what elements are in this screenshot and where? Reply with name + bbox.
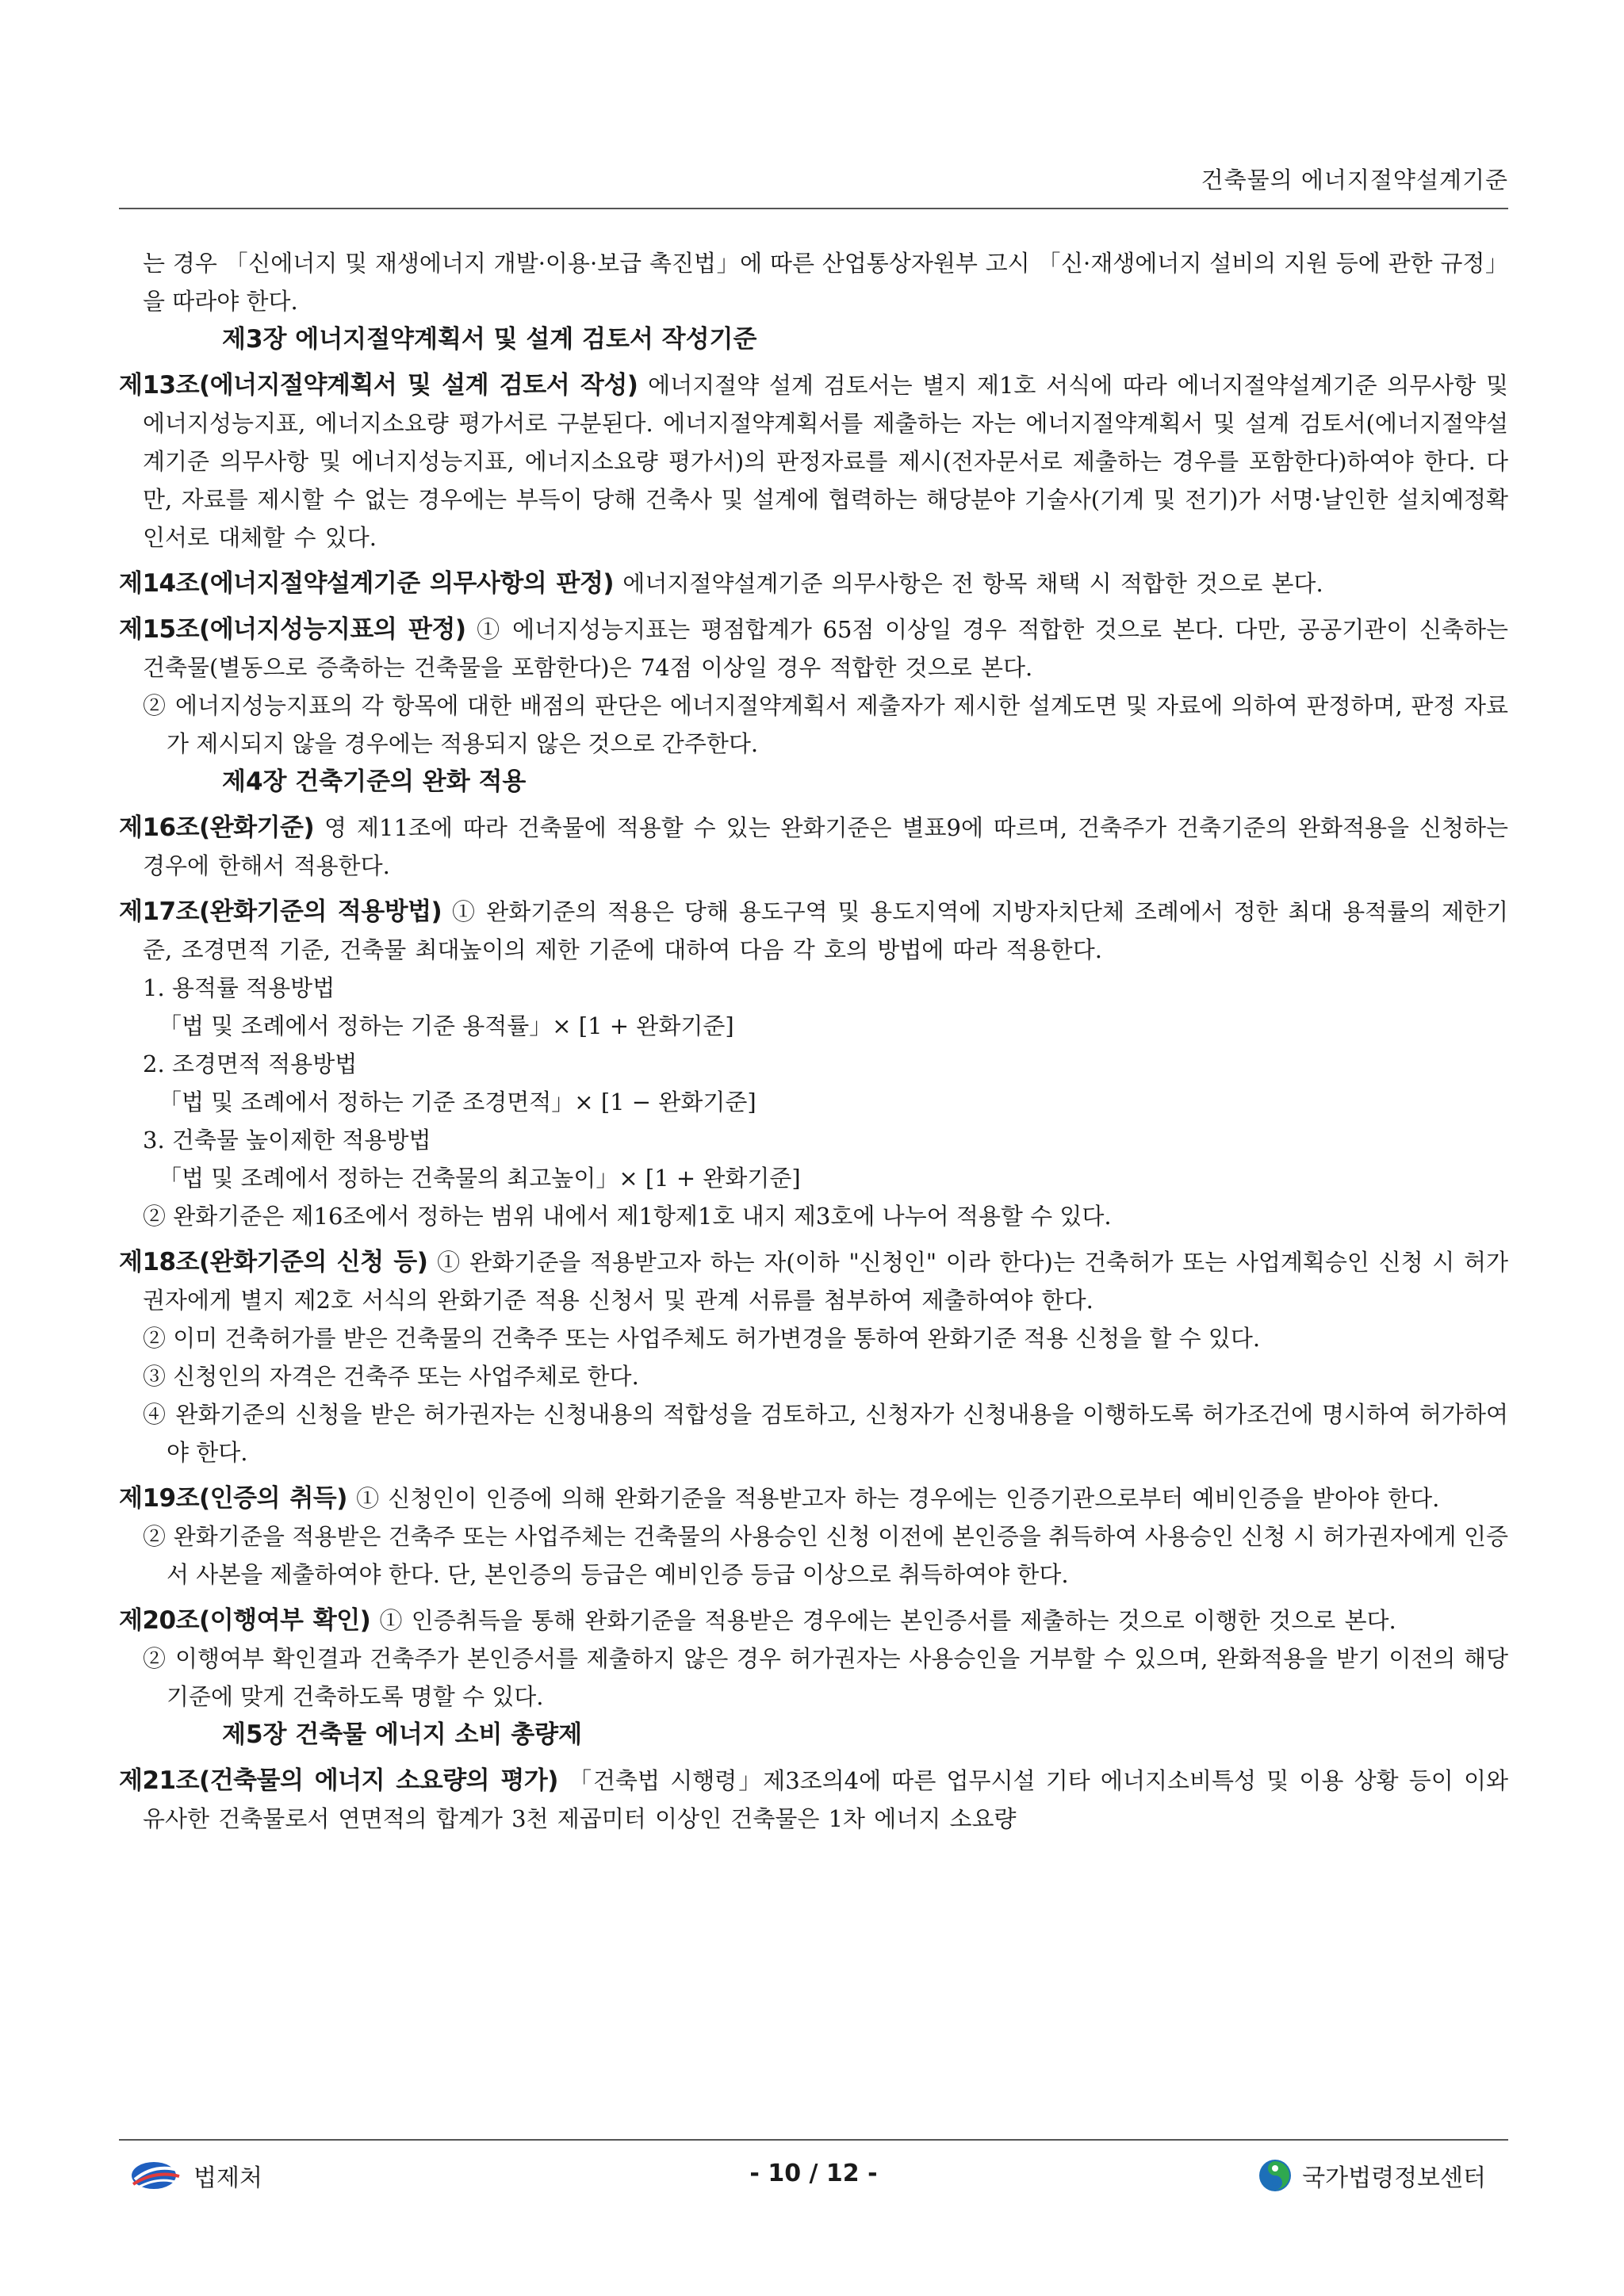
- article-13-text: 에너지절약 설계 검토서는 별지 제1호 서식에 따라 에너지절약설계기준 의무사항 및 에너지성능지표, 에너지소요량 평가서로 구분된다. 에너지절약계획서를 제출하는 자는 에너지절약계획서 및 설계 검토서(에너지절약설계기준 의무사항 및 에너지성능지표, 에너지소요량 평가서)의 판정자료를 제시(전자문서로 제출하는 경우를 포함한다)하여야 한다. 다만, 자료를 제시할 수 없는 경우에는 부득이 당해 건축사 및 설계에 협력하는 해당분야 기술사(기계 및 전기)가 서명·날인한 설치예정확인서로 대체할 수 있다.: [143, 372, 1508, 551]
- article-13: [119, 366, 1508, 557]
- article-20-title: 제20조(이행여부 확인): [119, 1606, 371, 1635]
- law-center-label: 국가법령정보센터: [1302, 2164, 1486, 2192]
- page-header-title: 건축물의 에너지절약설계기준: [1201, 166, 1508, 193]
- article-17-paragraph-2: ② 완화기준은 제16조에서 정하는 범위 내에서 제1항제1호 내지 제3호에 나누어 적용할 수 있다.: [143, 1203, 1112, 1230]
- article-20: [119, 1601, 1508, 1716]
- article-14: [119, 564, 1508, 603]
- article-17-text: ① 완화기준의 적용은 당해 용도구역 및 용도지역에 지방자치단체 조례에서 정한 최대 용적률의 제한기준, 조경면적 기준, 건축물 최대높이의 제한 기준에 대하여 다음 각 호의 방법에 따라 적용한다.: [143, 898, 1508, 963]
- document-body: [119, 244, 1508, 1838]
- article-20-paragraph-2: ② 이행여부 확인결과 건축주가 본인증서를 제출하지 않은 경우 허가권자는 사용승인을 거부할 수 있으며, 완화적용을 받기 이전의 해당 기준에 맞게 건축하도록 명할 수 있다.: [143, 1645, 1508, 1710]
- chapter-4-title: 제4장 건축기준의 완화 적용: [222, 767, 527, 796]
- chapter-3-title: 제3장 에너지절약계획서 및 설계 검토서 작성기준: [222, 325, 757, 354]
- article-16: [119, 809, 1508, 885]
- page-footer: [119, 2155, 1508, 2202]
- article-17-formula-3: 「법 및 조례에서 정하는 건축물의 최고높이」× [1 + 완화기준]: [159, 1165, 801, 1192]
- article-18-text: ① 완화기준을 적용받고자 하는 자(이하 "신청인" 이라 한다)는 건축허가 또는 사업계획승인 신청 시 허가권자에게 별지 제2호 서식의 완화기준 적용 신청서 및 관계 서류를 첨부하여 제출하여야 한다.: [143, 1249, 1508, 1314]
- article-17-item-3: 3. 건축물 높이제한 적용방법: [143, 1127, 431, 1154]
- article-17-item-2: 2. 조경면적 적용방법: [143, 1050, 358, 1077]
- chapter-5-title: 제5장 건축물 에너지 소비 총량제: [222, 1720, 583, 1749]
- article-16-text: 영 제11조에 따라 건축물에 적용할 수 있는 완화기준은 별표9에 따르며, 건축주가 건축기준의 완화적용을 신청하는 경우에 한해서 적용한다.: [143, 814, 1508, 879]
- article-19-title: 제19조(인증의 취득): [119, 1484, 347, 1513]
- article-20-text: ① 인증취득을 통해 완화기준을 적용받은 경우에는 본인증서를 제출하는 것으로 이행한 것으로 본다.: [370, 1607, 1396, 1634]
- header-divider: [119, 208, 1508, 209]
- article-18-paragraph-4: ④ 완화기준의 신청을 받은 허가권자는 신청내용의 적합성을 검토하고, 신청자가 신청내용을 이행하도록 허가조건에 명시하여 허가하여야 한다.: [143, 1401, 1508, 1466]
- article-21: [119, 1762, 1508, 1838]
- article-16-title: 제16조(완화기준): [119, 813, 315, 842]
- article-14-title: 제14조(에너지절약설계기준 의무사항의 판정): [119, 569, 615, 598]
- article-21-text: 「건축법 시행령」제3조의4에 따른 업무시설 기타 에너지소비특성 및 이용 상황 등이 이와 유사한 건축물로서 연면적의 합계가 3천 제곱미터 이상인 건축물은 1차 에너지 소요량: [143, 1767, 1509, 1832]
- article-15-text: ① 에너지성능지표는 평점합계가 65점 이상일 경우 적합한 것으로 본다. 다만, 공공기관이 신축하는 건축물(별동으로 증축하는 건축물을 포함한다)은 74점 이상일 경우 적합한 것으로 본다.: [143, 616, 1508, 681]
- article-17: [119, 893, 1508, 1235]
- moleg-label: 법제처: [193, 2164, 262, 2192]
- law-center-logo-icon: [1258, 2158, 1293, 2193]
- article-18-paragraph-3: ③ 신청인의 자격은 건축주 또는 사업주체로 한다.: [143, 1363, 639, 1390]
- article-19-paragraph-2: ② 완화기준을 적용받은 건축주 또는 사업주체는 건축물의 사용승인 신청 이전에 본인증을 취득하여 사용승인 신청 시 허가권자에게 인증서 사본을 제출하여야 한다. 단, 본인증의 등급은 예비인증 등급 이상으로 취득하여야 한다.: [143, 1523, 1508, 1588]
- article-19-text: ① 신청인이 인증에 의해 완화기준을 적용받고자 하는 경우에는 인증기관으로부터 예비인증을 받아야 한다.: [347, 1485, 1440, 1512]
- intro-paragraph: 는 경우 「신에너지 및 재생에너지 개발·이용·보급 촉진법」에 따른 산업통상자원부 고시 「신·재생에너지 설비의 지원 등에 관한 규정」을 따라야 한다.: [143, 250, 1508, 315]
- law-center-logo-block: [1258, 2158, 1486, 2193]
- article-18-paragraph-2: ② 이미 건축허가를 받은 건축물의 건축주 또는 사업주체도 허가변경을 통하여 완화기준 적용 신청을 할 수 있다.: [143, 1325, 1261, 1352]
- article-18-title: 제18조(완화기준의 신청 등): [119, 1248, 428, 1276]
- article-15-title: 제15조(에너지성능지표의 판정): [119, 615, 466, 644]
- page-number: - 10 / 12 -: [749, 2160, 878, 2187]
- article-15-paragraph-2: ② 에너지성능지표의 각 항목에 대한 배점의 판단은 에너지절약계획서 제출자가 제시한 설계도면 및 자료에 의하여 판정하며, 판정 자료가 제시되지 않을 경우에는 적용되지 않은 것으로 간주한다.: [143, 692, 1508, 757]
- article-19: [119, 1479, 1508, 1594]
- article-17-formula-2: 「법 및 조례에서 정하는 기준 조경면적」× [1 − 완화기준]: [159, 1089, 756, 1115]
- article-13-title: 제13조(에너지절약계획서 및 설계 검토서 작성): [119, 371, 638, 400]
- article-14-text: 에너지절약설계기준 의무사항은 전 항목 채택 시 적합한 것으로 본다.: [614, 570, 1323, 597]
- article-17-title: 제17조(완화기준의 적용방법): [119, 897, 442, 926]
- article-15: [119, 610, 1508, 763]
- article-21-title: 제21조(건축물의 에너지 소요량의 평가): [119, 1766, 558, 1795]
- article-17-formula-1: 「법 및 조례에서 정하는 기준 용적률」× [1 + 완화기준]: [159, 1012, 734, 1039]
- article-17-item-1: 1. 용적률 적용방법: [143, 974, 335, 1001]
- footer-divider: [119, 2139, 1508, 2141]
- article-18: [119, 1243, 1508, 1471]
